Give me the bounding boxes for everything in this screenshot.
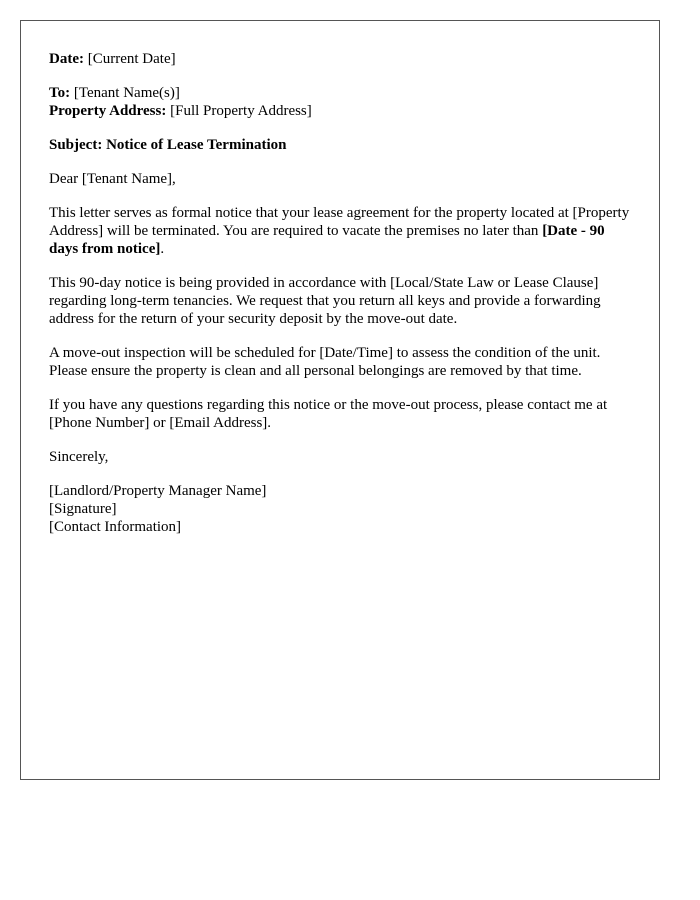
paragraph-1 <box>49 204 631 258</box>
vacate-date: [Date - 90 days from notice] <box>49 223 605 257</box>
paragraph-4: If you have any questions regarding this notice or the move-out process, please contact me at [Phone Number] or [Email Address]. <box>49 397 608 431</box>
property-line <box>49 102 631 120</box>
to-value: [Tenant Name(s)] <box>73 85 180 101</box>
paragraph-1-text: This letter serves as formal notice that your lease agreement for the property located at [Property Address] will be terminated. You are required to vacate the premises no later than <box>49 205 630 239</box>
letter-page <box>20 20 660 780</box>
property-value: [Full Property Address] <box>170 103 312 119</box>
signer-contact: [Contact Information] <box>49 519 182 535</box>
subject-line: Subject: Notice of Lease Termination <box>49 137 287 153</box>
paragraph-3: A move-out inspection will be scheduled for [Date/Time] to assess the condition of the unit. Please ensure the property is clean and all personal belongings are removed by that time. <box>49 345 601 379</box>
property-label: Property Address: <box>49 103 167 119</box>
closing: Sincerely, <box>49 449 109 465</box>
salutation: Dear [Tenant Name], <box>49 171 176 187</box>
to-line <box>49 84 631 102</box>
signature-block <box>49 482 631 536</box>
date-value: [Current Date] <box>87 51 176 67</box>
signer-name: [Landlord/Property Manager Name] <box>49 483 267 499</box>
to-label: To: <box>49 85 71 101</box>
recipient-block <box>49 84 631 120</box>
date-label: Date: <box>49 51 84 67</box>
paragraph-1-end: . <box>160 241 165 257</box>
date-line <box>49 50 631 68</box>
paragraph-2: This 90-day notice is being provided in accordance with [Local/State Law or Lease Clause] regarding long-term tenancies. We request that you return all keys and provide a forwarding address for the return of your security deposit by the move-out date. <box>49 275 601 327</box>
signer-signature: [Signature] <box>49 501 117 517</box>
